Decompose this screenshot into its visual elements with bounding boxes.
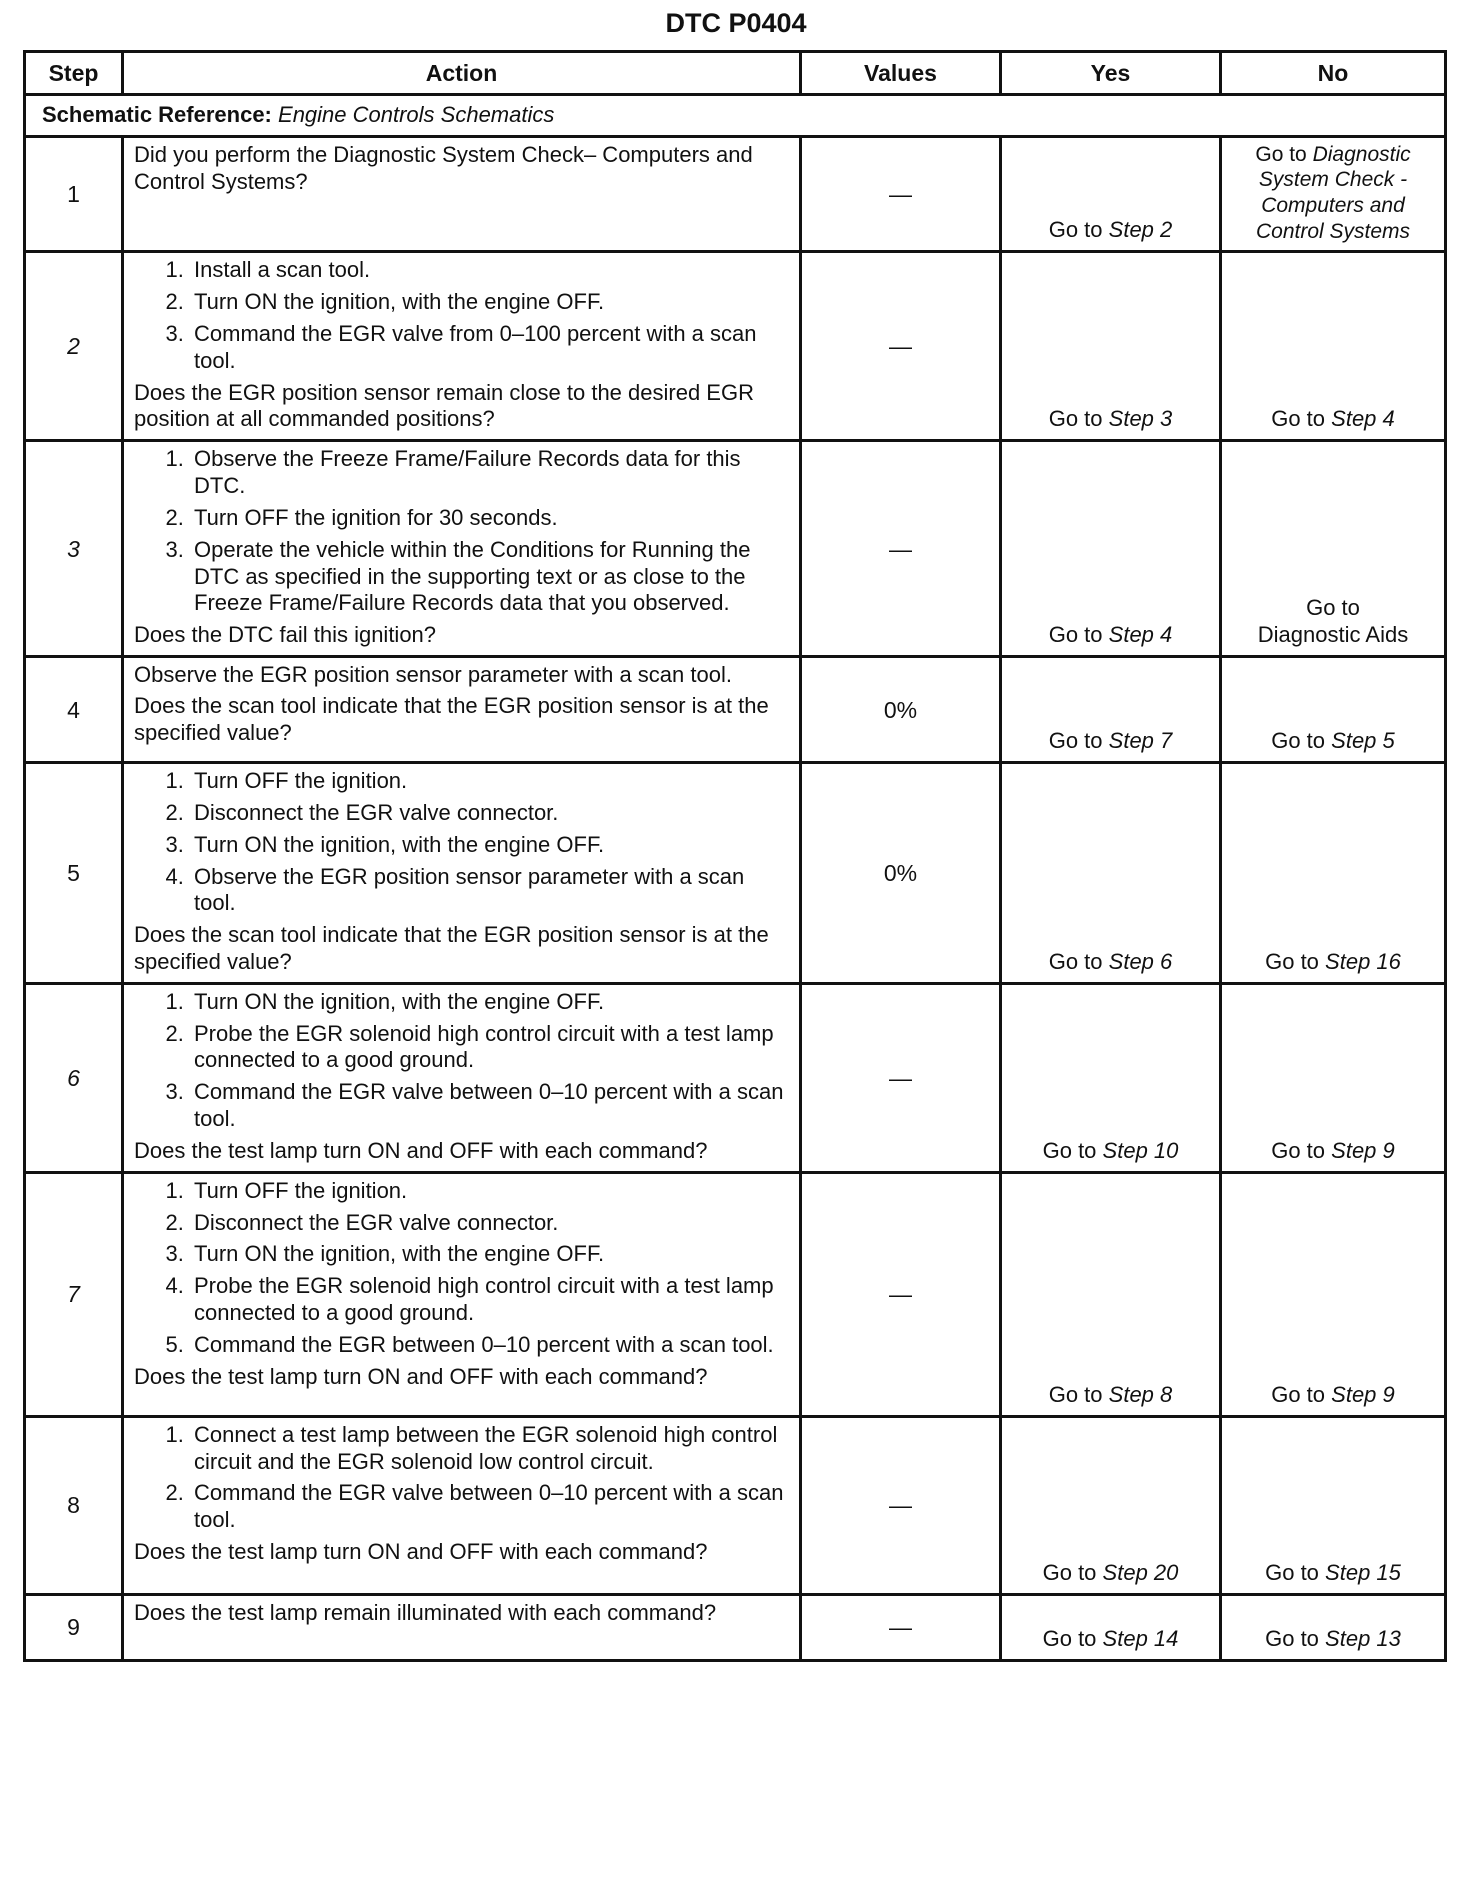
schematic-reference bbox=[25, 95, 1446, 137]
no-link-sub[interactable]: Computers and Control Systems bbox=[1255, 194, 1411, 243]
yes-cell bbox=[1001, 983, 1221, 1172]
goto-label: Go to bbox=[1271, 406, 1326, 432]
goto-label: Go to bbox=[1042, 1625, 1097, 1651]
goto-label: Go to bbox=[1048, 949, 1103, 974]
action-item: 4. Probe the EGR solenoid high control circuit with a test lamp connected to a good ground. bbox=[190, 1273, 789, 1327]
no-cell bbox=[1221, 1172, 1446, 1416]
action-question: Does the scan tool indicate that the EGR position sensor is at the specified value? bbox=[134, 692, 769, 745]
no-cell bbox=[1221, 1416, 1446, 1594]
table-row bbox=[25, 441, 1446, 657]
table-row bbox=[25, 657, 1446, 763]
action-cell bbox=[123, 1416, 801, 1594]
step-number: 9 bbox=[25, 1594, 123, 1660]
action-item: 1. Observe the Freeze Frame/Failure Records data for this DTC. bbox=[190, 446, 789, 500]
action-cell bbox=[123, 657, 801, 763]
goto-label: Go to bbox=[1048, 1381, 1103, 1407]
yes-link[interactable]: Step 10 bbox=[1102, 1137, 1179, 1163]
action-question: Does the DTC fail this ignition? bbox=[134, 622, 437, 648]
yes-cell bbox=[1001, 1594, 1221, 1660]
action-text: Observe the EGR position sensor parameter with a scan tool. bbox=[134, 662, 732, 688]
step-number: 6 bbox=[25, 983, 123, 1172]
yes-link[interactable]: Step 4 bbox=[1108, 622, 1173, 648]
yes-link[interactable]: Step 2 bbox=[1108, 217, 1173, 243]
action-item: 2. Probe the EGR solenoid high control circuit with a test lamp connected to a good ground. bbox=[190, 1021, 789, 1075]
goto-label: Go to bbox=[1048, 406, 1103, 432]
goto-label: Go to bbox=[1048, 622, 1103, 648]
dtc-table bbox=[23, 50, 1447, 1662]
no-link[interactable]: Step 16 bbox=[1325, 949, 1401, 974]
header-step: Step bbox=[25, 52, 123, 95]
goto-label: Go to bbox=[1306, 595, 1360, 621]
value-cell: 0% bbox=[801, 763, 1001, 984]
action-item: 3. Operate the vehicle within the Conditions for Running the DTC as specified in the supporting text or as close to the Freeze Frame/Failure Records data that you observed. bbox=[190, 537, 789, 617]
action-item: 3. Command the EGR valve between 0–10 percent with a scan tool. bbox=[190, 1079, 789, 1133]
value-cell: — bbox=[801, 1416, 1001, 1594]
no-cell bbox=[1221, 657, 1446, 763]
no-link[interactable]: Step 5 bbox=[1331, 728, 1395, 754]
no-link[interactable]: Step 9 bbox=[1331, 1137, 1395, 1163]
goto-label: Go to bbox=[1271, 728, 1326, 754]
no-cell bbox=[1221, 983, 1446, 1172]
goto-label: Go to bbox=[1048, 728, 1103, 754]
no-cell bbox=[1221, 136, 1446, 251]
value-cell: — bbox=[801, 441, 1001, 657]
schematic-label: Schematic Reference: bbox=[42, 102, 272, 127]
yes-link[interactable]: Step 3 bbox=[1108, 406, 1173, 432]
header-action: Action bbox=[123, 52, 801, 95]
action-item: 1. Turn OFF the ignition. bbox=[190, 1178, 789, 1205]
action-cell bbox=[123, 252, 801, 441]
goto-label: Go to bbox=[1265, 1559, 1319, 1585]
action-list bbox=[134, 1178, 789, 1359]
no-link[interactable]: Step 4 bbox=[1331, 406, 1395, 432]
table-row bbox=[25, 252, 1446, 441]
action-cell bbox=[123, 763, 801, 984]
yes-cell bbox=[1001, 252, 1221, 441]
action-item: 1. Turn OFF the ignition. bbox=[190, 768, 789, 795]
action-item: 3. Turn ON the ignition, with the engine OFF. bbox=[190, 1241, 789, 1268]
action-question: Does the test lamp turn ON and OFF with each command? bbox=[134, 1363, 708, 1389]
no-link[interactable]: Step 9 bbox=[1331, 1381, 1395, 1407]
no-cell bbox=[1221, 1594, 1446, 1660]
table-row bbox=[25, 1594, 1446, 1660]
action-list bbox=[134, 257, 789, 374]
table-row bbox=[25, 1416, 1446, 1594]
no-link[interactable]: Step 13 bbox=[1325, 1625, 1401, 1651]
header-no: No bbox=[1221, 52, 1446, 95]
action-item: 1. Connect a test lamp between the EGR solenoid high control circuit and the EGR solenoid low control circuit. bbox=[190, 1422, 789, 1476]
action-cell bbox=[123, 136, 801, 251]
action-item: 1. Install a scan tool. bbox=[190, 257, 789, 284]
goto-label: Go to bbox=[1265, 949, 1319, 974]
table-row bbox=[25, 1172, 1446, 1416]
header-row bbox=[25, 52, 1446, 95]
value-cell: — bbox=[801, 136, 1001, 251]
yes-link[interactable]: Step 8 bbox=[1108, 1381, 1173, 1407]
header-yes: Yes bbox=[1001, 52, 1221, 95]
header-values: Values bbox=[801, 52, 1001, 95]
action-item: 2. Turn ON the ignition, with the engine OFF. bbox=[190, 289, 789, 316]
step-number: 7 bbox=[25, 1172, 123, 1416]
yes-link[interactable]: Step 14 bbox=[1102, 1625, 1179, 1651]
action-cell bbox=[123, 441, 801, 657]
value-cell: — bbox=[801, 252, 1001, 441]
schematic-link[interactable]: Engine Controls Schematics bbox=[278, 102, 555, 127]
action-item: 2. Disconnect the EGR valve connector. bbox=[190, 800, 789, 827]
goto-label: Go to bbox=[1048, 217, 1103, 243]
yes-link[interactable]: Step 7 bbox=[1108, 728, 1173, 754]
goto-label: Go to bbox=[1042, 1559, 1097, 1585]
action-list bbox=[134, 1422, 789, 1534]
yes-cell bbox=[1001, 763, 1221, 984]
schematic-row bbox=[25, 95, 1446, 137]
yes-link[interactable]: Step 6 bbox=[1108, 949, 1173, 974]
action-item: 4. Observe the EGR position sensor parameter with a scan tool. bbox=[190, 864, 789, 918]
yes-cell bbox=[1001, 441, 1221, 657]
goto-label: Go to bbox=[1255, 142, 1307, 166]
action-text: Does the test lamp remain illuminated with each command? bbox=[134, 1599, 717, 1625]
action-cell bbox=[123, 983, 801, 1172]
action-question: Does the test lamp turn ON and OFF with each command? bbox=[134, 1539, 708, 1565]
no-link[interactable]: Diagnostic System Check - bbox=[1258, 142, 1411, 192]
step-number: 4 bbox=[25, 657, 123, 763]
goto-label: Go to bbox=[1265, 1625, 1319, 1651]
action-cell bbox=[123, 1594, 801, 1660]
action-list bbox=[134, 446, 789, 617]
action-text: Did you perform the Diagnostic System Check– Computers and Control Systems? bbox=[134, 141, 753, 194]
no-link[interactable]: Diagnostic Aids bbox=[1257, 622, 1409, 648]
no-cell bbox=[1221, 763, 1446, 984]
value-cell: — bbox=[801, 1172, 1001, 1416]
goto-label: Go to bbox=[1271, 1137, 1326, 1163]
step-number: 3 bbox=[25, 441, 123, 657]
action-item: 2. Turn OFF the ignition for 30 seconds. bbox=[190, 505, 789, 532]
action-question: Does the scan tool indicate that the EGR position sensor is at the specified value? bbox=[134, 922, 769, 974]
action-item: 2. Command the EGR valve between 0–10 percent with a scan tool. bbox=[190, 1480, 789, 1534]
action-item: 2. Disconnect the EGR valve connector. bbox=[190, 1210, 789, 1237]
yes-cell bbox=[1001, 136, 1221, 251]
step-number: 8 bbox=[25, 1416, 123, 1594]
action-cell bbox=[123, 1172, 801, 1416]
table-row bbox=[25, 983, 1446, 1172]
action-item: 3. Command the EGR valve from 0–100 percent with a scan tool. bbox=[190, 321, 789, 375]
value-cell: — bbox=[801, 1594, 1001, 1660]
step-number: 2 bbox=[25, 252, 123, 441]
action-item: 3. Turn ON the ignition, with the engine OFF. bbox=[190, 832, 789, 859]
action-item: 5. Command the EGR between 0–10 percent with a scan tool. bbox=[190, 1332, 789, 1359]
no-cell bbox=[1221, 441, 1446, 657]
goto-label: Go to bbox=[1271, 1381, 1326, 1407]
action-question: Does the test lamp turn ON and OFF with each command? bbox=[134, 1137, 708, 1163]
action-list bbox=[134, 989, 789, 1133]
yes-link[interactable]: Step 20 bbox=[1102, 1559, 1179, 1585]
yes-cell bbox=[1001, 1172, 1221, 1416]
table-row bbox=[25, 763, 1446, 984]
step-number: 1 bbox=[25, 136, 123, 251]
yes-cell bbox=[1001, 657, 1221, 763]
action-list bbox=[134, 768, 789, 917]
yes-cell bbox=[1001, 1416, 1221, 1594]
step-number: 5 bbox=[25, 763, 123, 984]
action-question: Does the EGR position sensor remain close to the desired EGR position at all commanded positions? bbox=[134, 379, 754, 432]
no-link[interactable]: Step 15 bbox=[1325, 1559, 1401, 1585]
no-cell bbox=[1221, 252, 1446, 441]
table-row bbox=[25, 136, 1446, 251]
value-cell: — bbox=[801, 983, 1001, 1172]
action-item: 1. Turn ON the ignition, with the engine OFF. bbox=[190, 989, 789, 1016]
goto-label: Go to bbox=[1042, 1137, 1097, 1163]
value-cell: 0% bbox=[801, 657, 1001, 763]
page-title: DTC P0404 bbox=[665, 8, 807, 38]
